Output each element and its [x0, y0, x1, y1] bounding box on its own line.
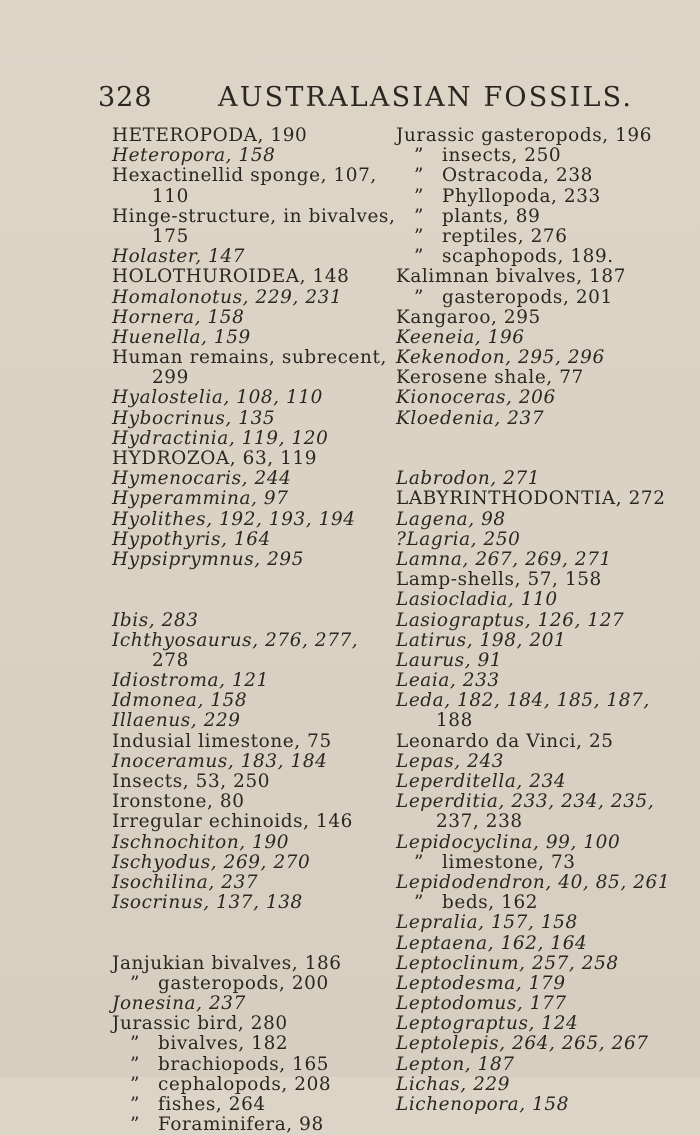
- index-entry-ditto: ” plants, 89: [396, 207, 696, 227]
- index-entry: Illaenus, 229: [112, 710, 241, 732]
- index-entry: Insects, 53, 250: [112, 771, 271, 793]
- index-entry: Janjukian bivalves, 186: [112, 952, 342, 974]
- index-entry-continuation: 110: [152, 185, 189, 207]
- index-entry-ditto: ” reptiles, 276: [396, 227, 696, 247]
- ditto-mark: ”: [413, 286, 424, 308]
- index-entry-continuation: 278: [152, 649, 189, 671]
- index-entry-ditto: ” beds, 162: [396, 893, 696, 913]
- index-entry-ditto: ” brachiopods, 165: [112, 1055, 402, 1075]
- ditto-mark: ”: [129, 1073, 140, 1095]
- index-entry: Keeneia, 196: [396, 326, 525, 348]
- index-entry: Hinge-structure, in bivalves,: [112, 205, 396, 227]
- index-entry-ditto: ” fishes, 264: [112, 1095, 402, 1115]
- index-entry: Labrodon, 271: [396, 468, 541, 490]
- index-entry: Hyolithes, 192, 193, 194: [112, 508, 356, 530]
- index-entry: Ironstone, 80: [112, 791, 245, 813]
- ditto-mark: ”: [413, 205, 424, 227]
- ditto-mark: ”: [129, 1033, 140, 1055]
- index-entry-ditto: ” bivalves, 182: [112, 1034, 402, 1054]
- index-entry: Hornera, 158: [112, 306, 245, 328]
- index-entry: Huenella, 159: [112, 326, 251, 348]
- index-entry-continuation: 237, 238: [436, 811, 523, 833]
- ditto-mark: ”: [413, 185, 424, 207]
- running-title: AUSTRALASIAN FOSSILS.: [218, 82, 634, 113]
- index-entry: Lasiograptus, 126, 127: [396, 609, 625, 631]
- index-entry: HYDROZOA, 63, 119: [112, 448, 318, 469]
- index-entry: Leptoclinum, 257, 258: [396, 952, 619, 974]
- index-entry: Kloedenia, 237: [396, 407, 545, 429]
- index-entry: Ibis, 283: [112, 609, 199, 631]
- ditto-mark: ”: [413, 851, 424, 873]
- index-entry: Leonardo da Vinci, 25: [396, 730, 614, 752]
- index-entry: Idmonea, 158: [112, 690, 248, 712]
- ditto-mark: ”: [413, 892, 424, 914]
- index-entry: Lasiocladia, 110: [396, 589, 558, 611]
- index-entry: Kangaroo, 295: [396, 306, 541, 328]
- index-entry: Hyalostelia, 108, 110: [112, 387, 323, 409]
- index-entry: Hexactinellid sponge, 107,: [112, 165, 377, 187]
- section-gap: [112, 913, 402, 953]
- section-gap: [396, 429, 696, 469]
- page-header: [0, 82, 700, 118]
- ditto-mark: ”: [413, 165, 424, 187]
- index-entry: Lagena, 98: [396, 508, 506, 530]
- index-entry: Lepas, 243: [396, 750, 505, 772]
- index-entry-continuation: 299: [152, 367, 189, 389]
- index-entry: Lichenopora, 158: [396, 1094, 570, 1116]
- index-entry: Ichthyosaurus, 276, 277,: [112, 629, 359, 651]
- index-entry: Inoceramus, 183, 184: [112, 750, 328, 772]
- index-entry: Lepidocyclina, 99, 100: [396, 831, 621, 853]
- index-entry: HETEROPODA, 190: [112, 125, 308, 146]
- index-entry-ditto: ” Phyllopoda, 233: [396, 187, 696, 207]
- ditto-mark: ”: [413, 145, 424, 167]
- index-entry: HOLOTHUROIDEA, 148: [112, 266, 350, 288]
- index-entry: Leaia, 233: [396, 670, 500, 692]
- index-entry: Isochilina, 237: [112, 871, 259, 893]
- index-entry: Hybocrinus, 135: [112, 407, 276, 429]
- index-entry: Lepidodendron, 40, 85, 261: [396, 871, 671, 893]
- index-entry: Lamp-shells, 57, 158: [396, 569, 602, 591]
- index-entry: Jurassic gasteropods, 196: [396, 125, 653, 146]
- index-entry: Latirus, 198, 201: [396, 629, 567, 651]
- index-entry: Homalonotus, 229, 231: [112, 286, 343, 308]
- index-entry: Leperditia, 233, 234, 235,: [396, 791, 655, 813]
- index-entry: Heteropora, 158: [112, 145, 276, 167]
- index-entry: Leptaena, 162, 164: [396, 932, 588, 954]
- index-entry-ditto: ” cephalopods, 208: [112, 1075, 402, 1095]
- index-entry: Indusial limestone, 75: [112, 730, 332, 752]
- index-entry: Kekenodon, 295, 296: [396, 347, 605, 369]
- index-entry: Leptodesma, 179: [396, 972, 566, 994]
- index-entry-ditto: ” Ostracoda, 238: [396, 166, 696, 186]
- index-entry: Jurassic bird, 280: [112, 1013, 288, 1035]
- section-gap: [112, 570, 402, 610]
- index-entry-ditto: ” Foraminifera, 98: [112, 1115, 402, 1135]
- index-column-right: [396, 126, 696, 1115]
- index-entry: ?Lagria, 250: [396, 528, 521, 550]
- page-number: 328: [98, 82, 153, 113]
- index-entry: Lepton, 187: [396, 1053, 515, 1075]
- index-entry: Isocrinus, 137, 138: [112, 892, 303, 914]
- index-entry-ditto: ” scaphopods, 189.: [396, 247, 696, 267]
- index-entry: Laurus, 91: [396, 649, 503, 671]
- index-entry-ditto: ” gasteropods, 200: [112, 974, 402, 994]
- ditto-mark: ”: [413, 225, 424, 247]
- index-entry-ditto: ” gasteropods, 201: [396, 288, 696, 308]
- index-entry: Ischyodus, 269, 270: [112, 851, 311, 873]
- index-entry-ditto: ” limestone, 73: [396, 853, 696, 873]
- index-entry: Holaster, 147: [112, 246, 246, 268]
- ditto-mark: ”: [129, 1094, 140, 1116]
- ditto-mark: ”: [413, 246, 424, 268]
- index-entry-continuation: 188: [436, 710, 473, 732]
- ditto-mark: ”: [129, 972, 140, 994]
- index-entry: Ischnochiton, 190: [112, 831, 290, 853]
- index-entry: Irregular echinoids, 146: [112, 811, 353, 833]
- index-entry: Hydractinia, 119, 120: [112, 427, 329, 449]
- index-entry: Leptolepis, 264, 265, 267: [396, 1033, 649, 1055]
- index-entry: Idiostroma, 121: [112, 670, 269, 692]
- ditto-mark: ”: [129, 1053, 140, 1075]
- index-entry: Kerosene shale, 77: [396, 367, 584, 389]
- index-entry-ditto: ” insects, 250: [396, 146, 696, 166]
- index-entry: Leperditella, 234: [396, 771, 567, 793]
- index-entry: Leda, 182, 184, 185, 187,: [396, 690, 650, 712]
- index-entry-continuation: 175: [152, 225, 189, 247]
- index-entry: LABYRINTHODONTIA, 272: [396, 488, 666, 510]
- index-entry: Kionoceras, 206: [396, 387, 556, 409]
- index-entry: Lamna, 267, 269, 271: [396, 548, 612, 570]
- index-entry: Hypothyris, 164: [112, 528, 271, 550]
- index-entry: Hyperammina, 97: [112, 488, 289, 510]
- index-entry: Human remains, subrecent,: [112, 347, 387, 369]
- ditto-mark: ”: [129, 1114, 140, 1135]
- index-entry: Kalimnan bivalves, 187: [396, 266, 626, 288]
- index-entry: Hymenocaris, 244: [112, 468, 292, 490]
- index-entry: Lepralia, 157, 158: [396, 912, 578, 934]
- index-entry: Leptograptus, 124: [396, 1013, 579, 1035]
- index-entry: Hypsiprymnus, 295: [112, 548, 305, 570]
- index-entry: Leptodomus, 177: [396, 993, 567, 1015]
- index-entry: Jonesina, 237: [112, 993, 246, 1015]
- index-column-left: [112, 126, 402, 1135]
- index-entry: Lichas, 229: [396, 1073, 511, 1095]
